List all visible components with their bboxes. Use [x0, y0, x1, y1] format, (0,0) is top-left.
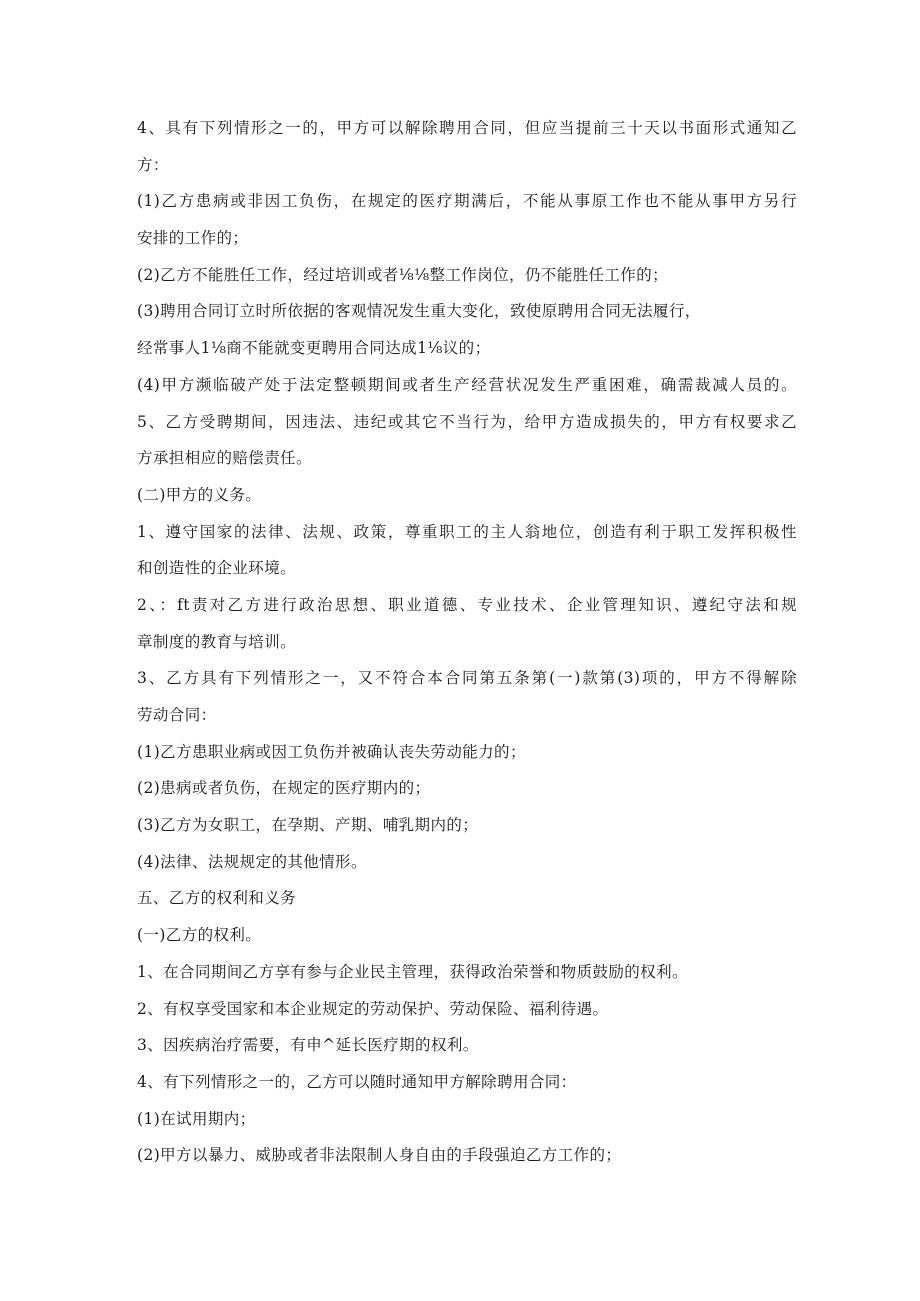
- paragraph-line: 3、因疾病治疗需要，有申^延长医疗期的权利。: [137, 1036, 479, 1055]
- paragraph-line: 方承担相应的赔偿责任。: [137, 449, 312, 468]
- paragraph-line: (3)乙方为女职工，在孕期、产期、哺乳期内的；: [137, 816, 479, 835]
- paragraph-line: 2、：ft责对乙方进行政治思想、职业道德、专业技术、企业管理知识、遵纪守法和规: [137, 595, 797, 614]
- paragraph-line: (1)乙方患职业病或因工负伤并被确认丧失劳动能力的；: [137, 742, 526, 761]
- paragraph-line: 4、有下列情形之一的，乙方可以随时通知甲方解除聘用合同：: [137, 1072, 577, 1091]
- paragraph-line: 经常事人1⅛商不能就变更聘用合同达成1⅛议的；: [137, 339, 491, 358]
- paragraph-line: (2)甲方以暴力、威胁或者非法限制人身自由的手段强迫乙方工作的；: [137, 1146, 622, 1165]
- paragraph-line: 安排的工作的；: [137, 229, 249, 248]
- paragraph-line: 章制度的教育与培训。: [137, 632, 297, 651]
- document-page: [137, 110, 797, 1174]
- section-heading: (一)乙方的权利。: [137, 926, 262, 945]
- section-heading: 五、乙方的权利和义务: [137, 889, 297, 908]
- paragraph-line: 2、有权享受国家和本企业规定的劳动保护、劳动保险、福利待遇。: [137, 999, 609, 1018]
- paragraph-line: (1)乙方患病或非因工负伤，在规定的医疗期满后，不能从事原工作也不能从事甲方另行: [137, 192, 797, 211]
- paragraph-line: (4)甲方濒临破产处于法定整顿期间或者生产经营状况发生严重困难，确需裁减人员的。: [137, 375, 797, 394]
- paragraph-line: (2)患病或者负伤，在规定的医疗期内的；: [137, 779, 431, 798]
- paragraph-line: (2)乙方不能胜任工作，经过培训或者⅛⅛整工作岗位，仍不能胜任工作的；: [137, 265, 669, 284]
- paragraph-line: 1、在合同期间乙方享有参与企业民主管理，获得政治荣誉和物质鼓励的权利。: [137, 962, 688, 981]
- paragraph-line: 5、乙方受聘期间，因违法、违纪或其它不当行为，给甲方造成损失的，甲方有权要求乙: [137, 412, 797, 431]
- paragraph-line: 3、乙方具有下列情形之一，又不符合本合同第五条第(一)款第(3)项的，甲方不得解除: [137, 669, 797, 688]
- paragraph-line: 和创造性的企业环境。: [137, 559, 297, 578]
- paragraph-line: (3)聘用合同订立时所依据的客观情况发生重大变化，致使原聘用合同无法履行，: [137, 302, 701, 321]
- paragraph-line: 1、遵守国家的法律、法规、政策，尊重职工的主人翁地位，创造有利于职工发挥积极性: [137, 522, 797, 541]
- paragraph-line: (4)法律、法规规定的其他情形。: [137, 852, 367, 871]
- paragraph-line: (1)在试用期内；: [137, 1109, 256, 1128]
- paragraph-line: 方：: [137, 155, 169, 174]
- paragraph-line: 4、具有下列情形之一的，甲方可以解除聘用合同，但应当提前三十天以书面形式通知乙: [137, 119, 797, 137]
- section-heading: (二)甲方的义务。: [137, 485, 262, 504]
- paragraph-line: 劳动合同：: [137, 706, 217, 724]
